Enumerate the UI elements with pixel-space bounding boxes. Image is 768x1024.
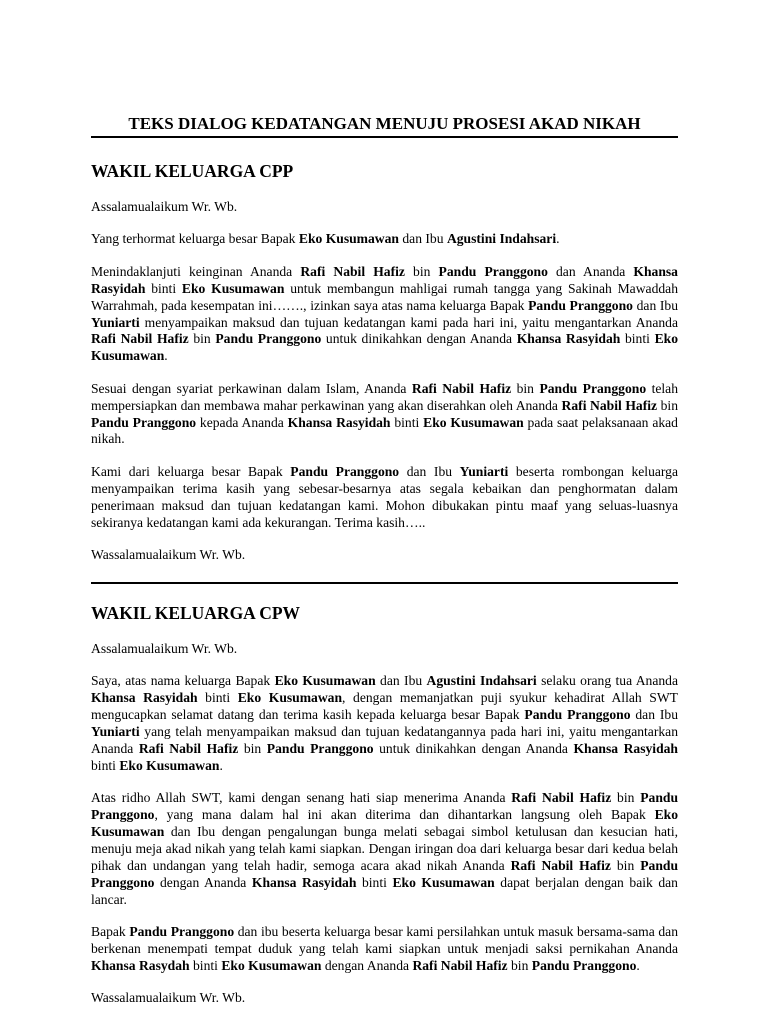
text-run: binti — [356, 874, 393, 890]
section-cpp — [91, 160, 678, 564]
document-content — [91, 114, 678, 1007]
text-run: menyampaikan maksud dan tujuan kedatangan kami pada hari ini, yaitu mengantarkan Ananda — [139, 314, 678, 330]
text-run: Yang terhormat keluarga besar Bapak — [91, 231, 299, 247]
bold-name: Pandu Pranggono — [290, 463, 400, 479]
text-run: bin — [238, 740, 267, 756]
text-run: , yang mana dalam hal ini akan diterima dan dihantarkan langsung oleh Bapak — [154, 807, 655, 823]
text-run: dan Ibu — [375, 673, 427, 689]
text-run: binti — [197, 690, 238, 706]
greeting-opening — [91, 199, 678, 216]
text-run: bin — [507, 957, 532, 973]
bold-name: Rafi Nabil Hafiz — [510, 857, 611, 873]
paragraph-mahar — [91, 381, 678, 449]
text-run: bin — [188, 331, 216, 347]
bold-name: Yuniarti — [91, 724, 140, 740]
bold-name: Eko Kusumawan — [274, 673, 376, 689]
bold-name: Eko Kusumawan — [423, 414, 524, 430]
text-run: dengan Ananda — [321, 957, 413, 973]
text-run: untuk dinikahkan dengan Ananda — [321, 331, 517, 347]
section-divider — [91, 582, 678, 584]
bold-name: Khansa Rasyidah — [251, 874, 357, 890]
paragraph-address — [91, 231, 678, 248]
bold-name: Rafi Nabil Hafiz — [91, 331, 189, 347]
bold-name: Khansa Rasyidah — [573, 740, 678, 756]
text-run: dan ibu beserta keluarga besar kami persilahkan untuk masuk bersama-sama dan berkenan menempati tempat duduk yang telah kami siapkan untuk menjadi saksi pernikahan Ananda — [91, 924, 678, 956]
greeting-closing — [91, 547, 678, 564]
bold-name: Eko Kusumawan — [119, 757, 220, 773]
text-run: dengan Ananda — [154, 874, 252, 890]
text-run: binti — [390, 414, 424, 430]
text-run: , dengan memanjatkan puji syukur kehadirat Allah SWT mengucapkan selamat datang dan terima kasih kepada keluarga besar Bapak — [91, 690, 678, 723]
bold-name: Rafi Nabil Hafiz — [412, 957, 508, 973]
text-run: pada saat pelaksanaan akad nikah. — [91, 414, 678, 447]
paragraph-invitation — [91, 924, 678, 975]
text-run: dan Ibu — [632, 297, 679, 313]
section-heading-cpw: WAKIL KELUARGA CPW — [91, 602, 301, 623]
bold-name: Khansa Rasyidah — [91, 690, 198, 706]
document-title: TEKS DIALOG KEDATANGAN MENUJU PROSESI AKAD NIKAH — [91, 114, 678, 138]
text-run: dan Ibu — [399, 463, 460, 479]
text-run: dan Ibu — [398, 231, 447, 247]
text-run: bin — [611, 790, 641, 806]
text-run: Menindaklanjuti keinginan Ananda — [91, 263, 301, 279]
text-run: bin — [511, 380, 540, 396]
text-run: Kami dari keluarga besar Bapak — [91, 463, 291, 479]
bold-name: Rafi Nabil Hafiz — [561, 397, 658, 413]
text-run: . — [164, 348, 168, 364]
text-run: untuk membangun mahligai rumah tangga yang Sakinah Mawaddah Warrahmah, pada kesempatan ini……., izinkan saya atas nama keluarga Bapak — [91, 280, 678, 313]
bold-name: Eko Kusumawan — [91, 807, 678, 840]
bold-name: Agustini Indahsari — [446, 231, 557, 247]
text-run: Assalamualaikum Wr. Wb. — [91, 640, 238, 656]
bold-name: Eko Kusumawan — [392, 874, 495, 890]
bold-name: Pandu Pranggono — [91, 857, 679, 890]
bold-name: Eko Kusumawan — [298, 231, 399, 247]
text-run: yang telah menyampaikan maksud dan tujuan kedatangannya pada hari ini, yaitu mengantarkan Ananda — [91, 724, 678, 756]
greeting-opening — [91, 641, 678, 658]
paragraph-thanks — [91, 464, 678, 532]
bold-name: Eko Kusumawan — [237, 690, 343, 706]
bold-name: Khansa Rasyidah — [91, 263, 678, 296]
greeting-closing — [91, 990, 678, 1007]
paragraph-welcome — [91, 673, 678, 774]
text-run: Wassalamualaikum Wr. Wb. — [91, 990, 246, 1006]
text-run: dapat berjalan dengan baik dan lancar. — [91, 874, 678, 907]
paragraph-acceptance — [91, 790, 678, 908]
text-run: dan Ananda — [547, 263, 634, 279]
bold-name: Khansa Rasyidah — [287, 414, 391, 430]
bold-name: Rafi Nabil Hafiz — [138, 740, 239, 756]
bold-name: Khansa Rasyidah — [516, 331, 621, 347]
bold-name: Pandu Pranggono — [91, 414, 197, 430]
text-run: Bapak — [91, 924, 130, 940]
bold-name: Pandu Pranggono — [129, 924, 235, 940]
bold-name: Yuniarti — [459, 463, 509, 479]
bold-name: Pandu Pranggono — [531, 957, 637, 973]
bold-name: Pandu Pranggono — [266, 740, 374, 756]
text-run: selaku orang tua Ananda — [536, 673, 679, 689]
text-run: dan Ibu dengan pengalungan bunga melati sebagai simbol ketulusan dan kesucian hati, menuju meja akad nikah yang telah kami siapkan. Dengan iringan doa dari keluarga besar dari kedua belah pihak dan undangan yang telah hadir, semoga acara akad nikah Ananda — [91, 824, 678, 873]
text-run: bin — [404, 263, 439, 279]
text-run: kepada Ananda — [196, 414, 288, 430]
bold-name: Yuniarti — [91, 314, 140, 330]
text-run: untuk dinikahkan dengan Ananda — [373, 740, 574, 756]
text-run: Atas ridho Allah SWT, kami dengan senang hati siap menerima Ananda — [91, 790, 512, 806]
bold-name: Pandu Pranggono — [91, 790, 678, 823]
text-run: binti — [91, 757, 120, 773]
bold-name: Pandu Pranggono — [215, 331, 322, 347]
text-run: binti — [620, 331, 655, 347]
text-run: binti — [189, 957, 222, 973]
section-cpw — [91, 602, 678, 1007]
text-run: . — [636, 957, 640, 973]
bold-name: Pandu Pranggono — [539, 380, 647, 396]
paragraph-intent — [91, 264, 678, 365]
text-run: Assalamualaikum Wr. Wb. — [91, 199, 238, 214]
bold-name: Khansa Rasydah — [91, 957, 190, 973]
bold-name: Pandu Pranggono — [528, 297, 633, 313]
text-run: dan Ibu — [630, 707, 679, 723]
text-run: bin — [610, 857, 641, 873]
bold-name: Pandu Pranggono — [438, 263, 548, 279]
section-heading-cpp: WAKIL KELUARGA CPP — [91, 161, 294, 181]
bold-name: Agustini Indahsari — [426, 673, 537, 689]
text-run: bin — [657, 397, 678, 413]
bold-name: Pandu Pranggono — [524, 707, 631, 723]
text-run: Sesuai dengan syariat perkawinan dalam Islam, Ananda — [91, 380, 412, 396]
bold-name: Rafi Nabil Hafiz — [411, 380, 512, 396]
bold-name: Eko Kusumawan — [181, 280, 285, 296]
bold-name: Eko Kusumawan — [221, 957, 322, 973]
text-run: beserta rombongan keluarga menyampaikan terima kasih yang sebesar-besarnya atas segala kebaikan dan penghormatan dalam penerimaan maksud dan tujuan kedatangan kami. Mohon dibukakan pintu maaf yang seluas-luasnya sekiranya kedatangan kami ada kekurangan. Terima kasih….. — [91, 463, 679, 530]
text-run: Wassalamualaikum Wr. Wb. — [91, 547, 246, 562]
text-run: telah mempersiapkan dan membawa mahar perkawinan yang akan diserahkan oleh Ananda — [91, 380, 678, 413]
text-run: . — [556, 231, 560, 247]
bold-name: Rafi Nabil Hafiz — [300, 263, 405, 279]
bold-name: Rafi Nabil Hafiz — [511, 790, 612, 806]
bold-name: Eko Kusumawan — [91, 331, 679, 364]
text-run: binti — [145, 280, 182, 296]
text-run: Saya, atas nama keluarga Bapak — [91, 673, 275, 689]
text-run: . — [219, 757, 223, 773]
